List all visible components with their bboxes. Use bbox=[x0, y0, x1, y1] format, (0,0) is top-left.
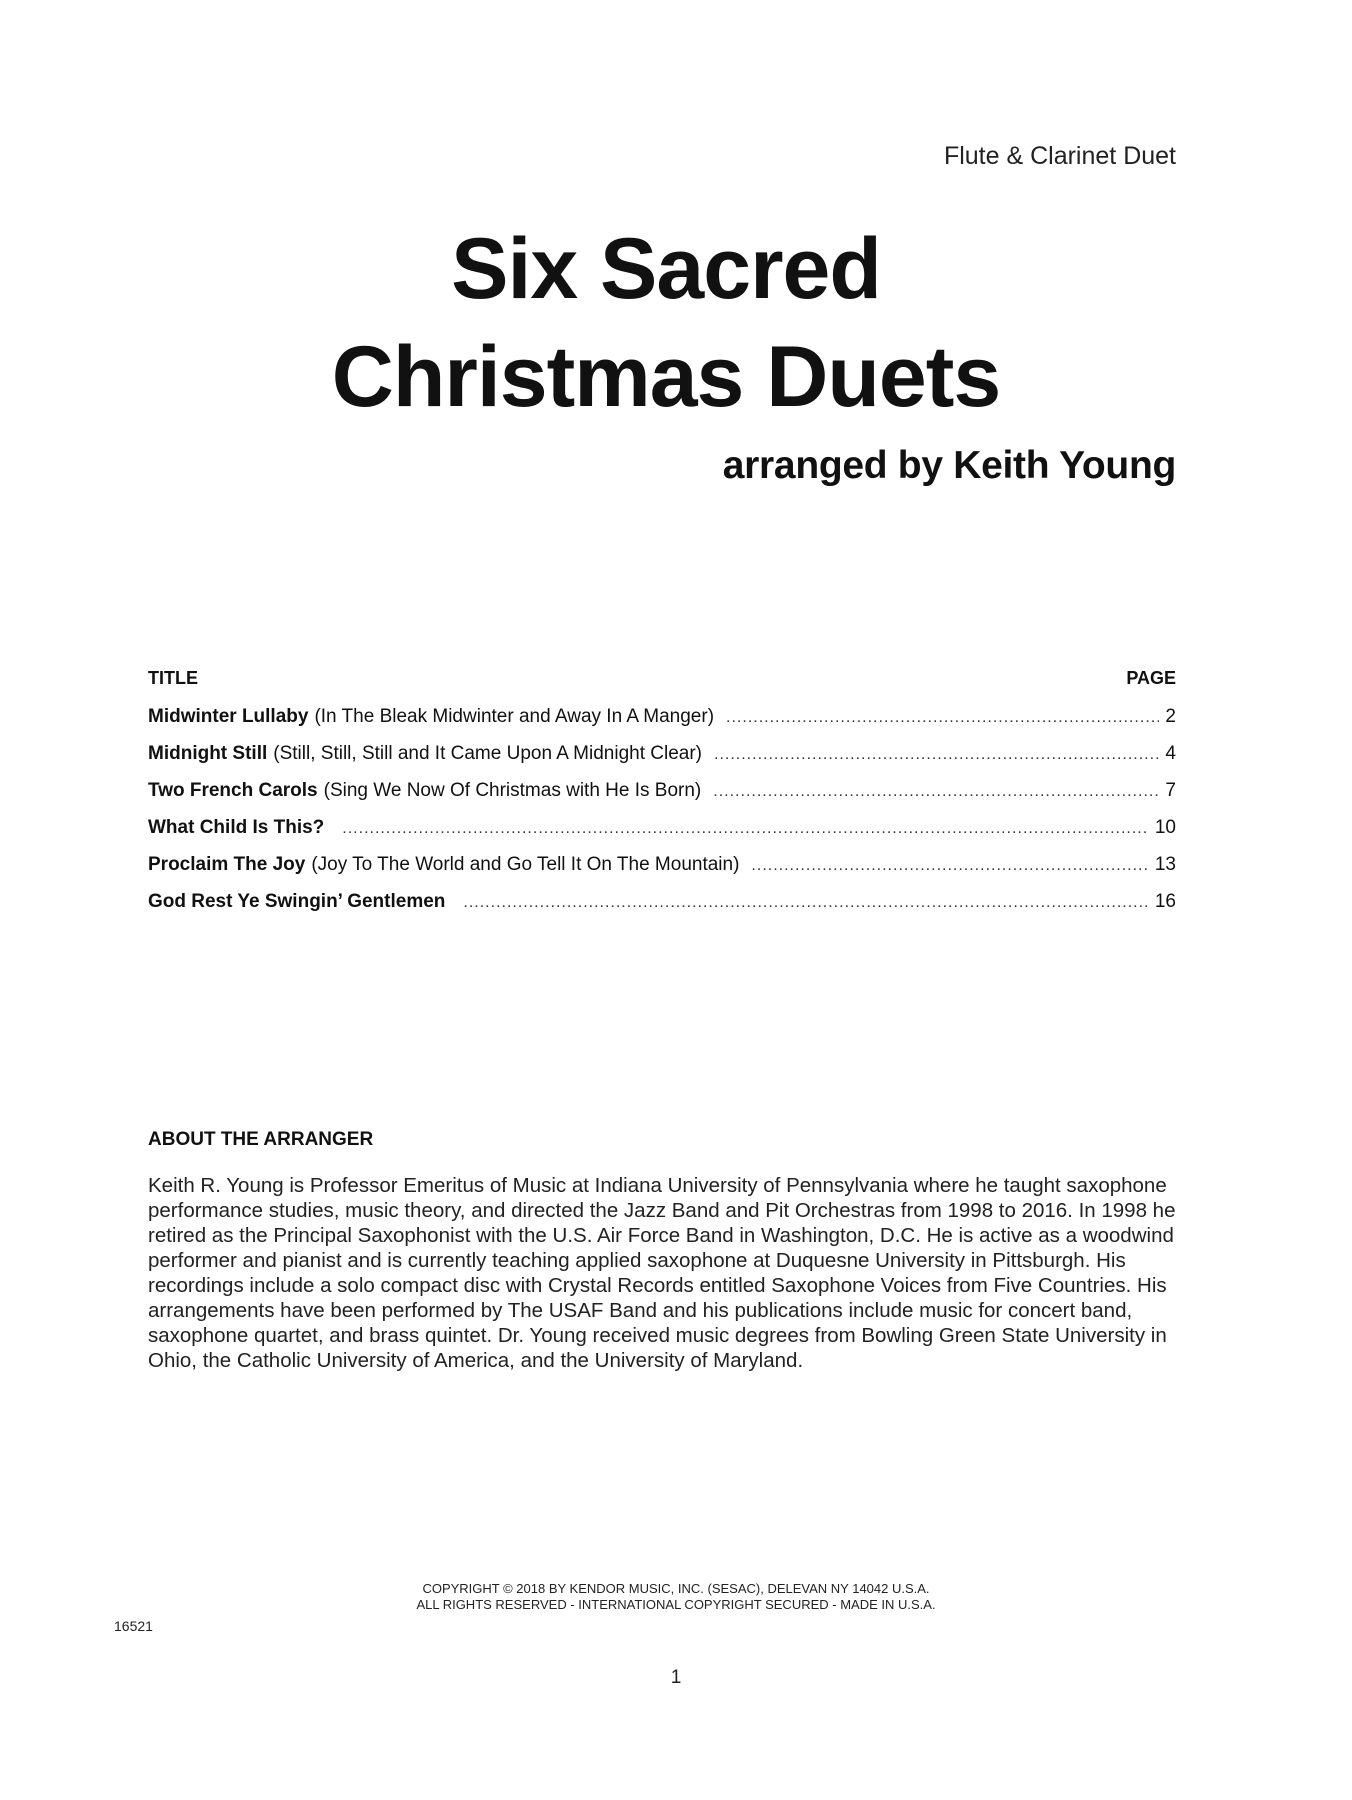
about-arranger-heading: ABOUT THE ARRANGER bbox=[148, 1129, 374, 1150]
toc-leader-dots bbox=[713, 783, 1159, 801]
toc-entry-page: 13 bbox=[1154, 854, 1176, 875]
toc-entry-title: Two French Carols bbox=[148, 780, 318, 801]
toc-leader-dots bbox=[714, 746, 1159, 764]
toc-entry-title: Midnight Still bbox=[148, 743, 268, 764]
toc-leader-dots bbox=[463, 894, 1148, 912]
toc-entry bbox=[148, 743, 1176, 780]
arranger-credit: arranged by Keith Young bbox=[722, 444, 1176, 487]
toc-entry bbox=[148, 706, 1176, 743]
toc-entry bbox=[148, 854, 1176, 891]
toc-entry-subtitle: (Still, Still, Still and It Came Upon A Midnight Clear) bbox=[273, 743, 702, 764]
toc-entry-page: 2 bbox=[1165, 706, 1176, 727]
toc-leader-dots bbox=[751, 857, 1148, 875]
about-arranger-body: Keith R. Young is Professor Emeritus of Music at Indiana University of Pennsylvania where he taught saxophone performance studies, music theory, and directed the Jazz Band and Pit Orchestras from 1998 to 2016. In 1998 he retired as the Principal Saxophonist with the U.S. Air Force Band in Washington, D.C. He is active as a woodwind performer and pianist and is currently teaching applied saxophone at Duquesne University in Pittsburgh. His recordings include a solo compact disc with Crystal Records entitled Saxophone Voices from Five Countries. His arrangements have been performed by The USAF Band and his publications include music for concert band, saxophone quartet, and brass quintet. Dr. Young received music degrees from Bowling Green State University in Ohio, the Catholic University of America, and the University of Maryland. bbox=[148, 1174, 1176, 1372]
toc-entry-subtitle: (Sing We Now Of Christmas with He Is Born) bbox=[323, 780, 702, 801]
toc-entry-page: 7 bbox=[1165, 780, 1176, 801]
toc-entry-subtitle: (In The Bleak Midwinter and Away In A Manger) bbox=[314, 706, 715, 727]
instrumentation-label: Flute & Clarinet Duet bbox=[943, 142, 1176, 170]
table-of-contents bbox=[148, 668, 1176, 928]
toc-entry-page: 16 bbox=[1154, 891, 1176, 912]
document-title bbox=[0, 215, 1352, 431]
toc-entry bbox=[148, 780, 1176, 817]
copyright-line-1: COPYRIGHT © 2018 BY KENDOR MUSIC, INC. (SESAC), DELEVAN NY 14042 U.S.A. bbox=[422, 1581, 930, 1596]
toc-leader-dots bbox=[342, 820, 1149, 838]
toc-column-page: PAGE bbox=[1126, 668, 1176, 688]
toc-entry-title: Proclaim The Joy bbox=[148, 854, 306, 875]
copyright-notice bbox=[0, 1581, 1352, 1613]
toc-entry bbox=[148, 891, 1176, 928]
title-line-1: Six Sacred bbox=[451, 221, 881, 317]
toc-entry bbox=[148, 817, 1176, 854]
toc-entry-title: Midwinter Lullaby bbox=[148, 706, 309, 727]
title-line-2: Christmas Duets bbox=[331, 329, 1001, 425]
toc-entry-title: What Child Is This? bbox=[148, 817, 325, 838]
toc-header bbox=[148, 668, 1176, 706]
toc-entry-subtitle: (Joy To The World and Go Tell It On The Mountain) bbox=[311, 854, 740, 875]
toc-entry-page: 4 bbox=[1165, 743, 1176, 764]
copyright-line-2: ALL RIGHTS RESERVED - INTERNATIONAL COPYRIGHT SECURED - MADE IN U.S.A. bbox=[416, 1597, 936, 1612]
catalog-number: 16521 bbox=[114, 1618, 153, 1634]
toc-entry-title: God Rest Ye Swingin’ Gentlemen bbox=[148, 891, 446, 912]
page-number: 1 bbox=[670, 1667, 682, 1688]
toc-leader-dots bbox=[726, 709, 1159, 727]
toc-entry-page: 10 bbox=[1154, 817, 1176, 838]
toc-column-title: TITLE bbox=[148, 668, 198, 688]
